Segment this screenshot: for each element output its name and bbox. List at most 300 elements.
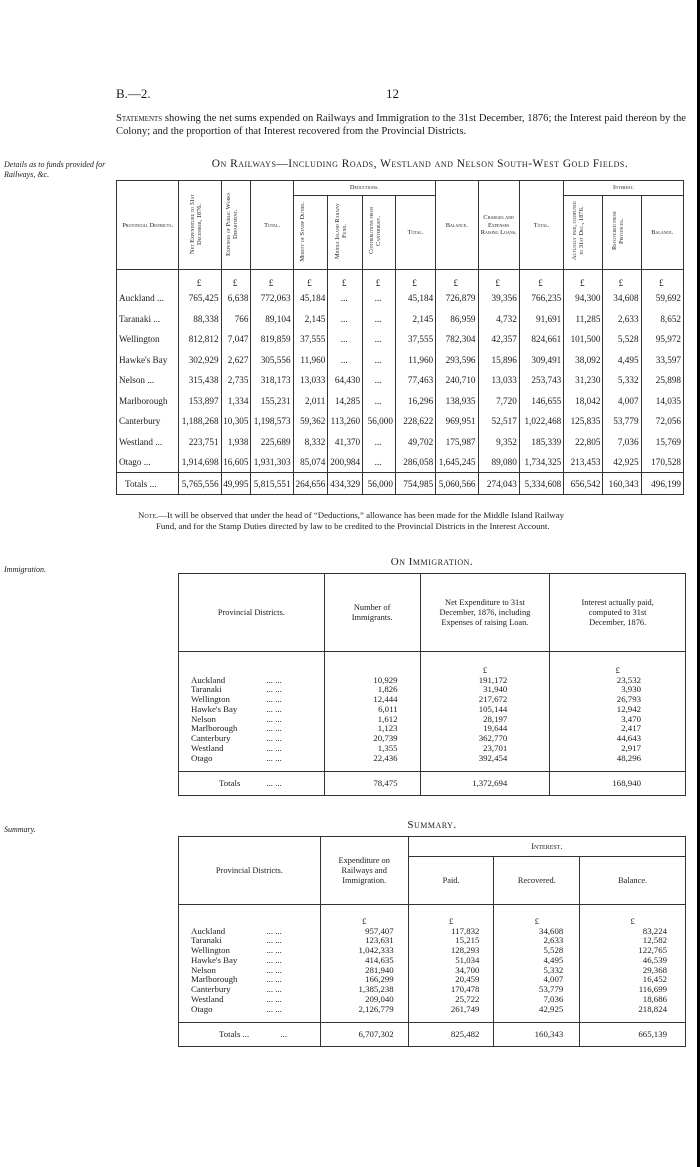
cell-total2: 146,655 <box>519 391 563 412</box>
cell-contrib: ... <box>363 452 396 473</box>
note-text: —It will be observed that under the head of “Deductions,” allowance has been made for the Middle Island Railway <box>158 510 564 520</box>
summ-cell-dots: ... ... <box>266 966 320 976</box>
cell-charges: 39,356 <box>478 288 519 309</box>
summary-row <box>179 975 686 985</box>
cell-ibalance: 72,056 <box>641 411 683 432</box>
immi-cell-dots: ... ... <box>266 685 324 695</box>
cell-district: Auckland ... <box>117 288 179 309</box>
cell-mid: 41,370 <box>328 432 363 453</box>
summ-cell-recovered: 42,925 <box>494 1005 580 1015</box>
railways-row <box>117 350 684 371</box>
railways-note <box>116 510 681 532</box>
summ-cell-exp: 1,042,333 <box>320 946 408 956</box>
summary-row <box>179 946 686 956</box>
summ-cell-paid: 128,293 <box>408 946 494 956</box>
summary-row <box>179 927 686 937</box>
cell-ibalance: 170,528 <box>641 452 683 473</box>
immi-cell-interest: 26,793 <box>550 695 686 705</box>
railways-row <box>117 370 684 391</box>
cell-ibalance: 8,652 <box>641 309 683 330</box>
immi-cell-dots: ... ... <box>266 754 324 764</box>
cell-contrib: ... <box>363 288 396 309</box>
th-interest-balance: Balance. <box>641 195 683 269</box>
immi-cell-interest: 3,470 <box>550 715 686 725</box>
cell-ibalance: 15,769 <box>641 432 683 453</box>
currency-row: £ £ £ £ £ £ £ £ £ £ £ £ £ <box>117 270 684 289</box>
immigration-row <box>179 715 686 725</box>
cell-moiety: 11,960 <box>293 350 328 371</box>
summ-cell-dots: ... ... <box>266 1005 320 1015</box>
immi-cell-interest: 23,532 <box>550 676 686 686</box>
cell-paid: 38,092 <box>564 350 603 371</box>
summ-cell-dots: ... ... <box>266 995 320 1005</box>
cell-total: 772,063 <box>251 288 293 309</box>
cell-total2: 253,743 <box>519 370 563 391</box>
th-deductions-total: Total. <box>395 195 435 269</box>
summ-cell-paid: 117,832 <box>408 927 494 937</box>
summ-cell-recovered: 4,495 <box>494 956 580 966</box>
cell-district: Westland ... <box>117 432 179 453</box>
cell-ibalance: 59,692 <box>641 288 683 309</box>
immi-cell-interest: 2,417 <box>550 724 686 734</box>
cell-exp: 6,638 <box>221 288 251 309</box>
cell-contrib: ... <box>363 350 396 371</box>
cell-net: 812,812 <box>179 329 221 350</box>
note-text-2: Fund, and for the Stamp Duties directed by law to be credited to the Provincial Districts in the Interest Account. <box>156 521 550 531</box>
th-summ-district: Provincial Districts. <box>179 837 321 905</box>
summ-cell-recovered: 4,007 <box>494 975 580 985</box>
th-middle-island: Middle Island Railway Fund. <box>328 195 363 269</box>
immigration-row <box>179 744 686 754</box>
th-immi-net: Net Expenditure to 31st December, 1876, including Expenses of raising Loan. <box>420 574 550 652</box>
th-net-expenditure: Net Expenditure to 31st December, 1876. <box>179 181 221 270</box>
summary-title: Summary. <box>407 819 457 831</box>
cell-charges: 42,357 <box>478 329 519 350</box>
cell-mid: 200,984 <box>328 452 363 473</box>
cell-district: Otago ... <box>117 452 179 473</box>
cell-paid: 213,453 <box>564 452 603 473</box>
cell-district: Wellington <box>117 329 179 350</box>
railways-totals-row: Totals ... 5,765,556 49,995 5,815,551 264,656 434,329 56,000 754,985 5,060,566 274,043 5,334,608 656,542 160,343 496,199 <box>117 473 684 495</box>
cell-moiety: 45,184 <box>293 288 328 309</box>
summ-cell-paid: 20,459 <box>408 975 494 985</box>
immi-cell-district: Otago <box>191 752 213 763</box>
immi-cell-dots: ... ... <box>266 724 324 734</box>
summ-cell-dots: ... ... <box>266 946 320 956</box>
cell-charges: 52,517 <box>478 411 519 432</box>
cell-dtotal: 77,463 <box>395 370 435 391</box>
railways-row <box>117 391 684 412</box>
th-actually-paid: Actually paid, computed to 31st Dec., 1876. <box>564 195 603 269</box>
cell-district: Taranaki ... <box>117 309 179 330</box>
th-total: Total. <box>251 181 293 270</box>
summ-cell-dots: ... ... <box>266 975 320 985</box>
summ-cell-recovered: 53,779 <box>494 985 580 995</box>
immi-cell-net: 19,644 <box>420 724 550 734</box>
cell-contrib: ... <box>363 391 396 412</box>
immi-cell-number: 6,011 <box>324 705 420 715</box>
railways-row <box>117 309 684 330</box>
immi-cell-net: 217,672 <box>420 695 550 705</box>
cell-recovered: 5,332 <box>603 370 641 391</box>
document-code: B.—2. <box>116 86 151 101</box>
summ-cell-balance: 122,765 <box>580 946 686 956</box>
cell-dtotal: 49,702 <box>395 432 435 453</box>
immi-cell-dots: ... ... <box>266 715 324 725</box>
cell-total2: 824,661 <box>519 329 563 350</box>
running-head <box>116 86 676 104</box>
cell-balance: 726,879 <box>436 288 478 309</box>
cell-district: Marlborough <box>117 391 179 412</box>
cell-total: 318,173 <box>251 370 293 391</box>
immi-cell-net: 23,701 <box>420 744 550 754</box>
summ-cell-district: Westland <box>191 994 224 1005</box>
summ-cell-district: Auckland <box>191 925 226 936</box>
summary-row <box>179 985 686 995</box>
cell-mid: ... <box>328 329 363 350</box>
cell-mid: ... <box>328 350 363 371</box>
cell-recovered: 2,633 <box>603 309 641 330</box>
th-balance: Balance. <box>436 181 478 270</box>
cell-balance: 86,959 <box>436 309 478 330</box>
immi-cell-number: 1,612 <box>324 715 420 725</box>
summ-cell-balance: 12,582 <box>580 936 686 946</box>
immigration-row <box>179 676 686 686</box>
cell-moiety: 2,011 <box>293 391 328 412</box>
immi-cell-number: 20,739 <box>324 734 420 744</box>
cell-contrib: ... <box>363 432 396 453</box>
sidenote-immigration: Immigration. <box>4 565 46 574</box>
cell-mid: 113,260 <box>328 411 363 432</box>
immi-cell-district: Taranaki <box>191 684 222 695</box>
cell-net: 302,929 <box>179 350 221 371</box>
summ-cell-district: Hawke's Bay <box>191 954 238 965</box>
summ-cell-balance: 218,824 <box>580 1005 686 1015</box>
cell-total2: 1,734,325 <box>519 452 563 473</box>
th-total2: Total. <box>519 181 563 270</box>
immi-cell-number: 22,436 <box>324 754 420 764</box>
cell-balance: 138,935 <box>436 391 478 412</box>
cell-total2: 1,022,468 <box>519 411 563 432</box>
summ-cell-paid: 34,700 <box>408 966 494 976</box>
cell-dtotal: 16,296 <box>395 391 435 412</box>
immi-cell-number: 1,826 <box>324 685 420 695</box>
cell-paid: 31,230 <box>564 370 603 391</box>
summary-row <box>179 956 686 966</box>
cell-total: 89,104 <box>251 309 293 330</box>
th-summ-paid: Paid. <box>408 857 494 905</box>
cell-paid: 125,835 <box>564 411 603 432</box>
cell-district: Hawke's Bay <box>117 350 179 371</box>
summ-cell-recovered: 5,332 <box>494 966 580 976</box>
cell-balance: 175,987 <box>436 432 478 453</box>
cell-charges: 13,033 <box>478 370 519 391</box>
cell-moiety: 37,555 <box>293 329 328 350</box>
immigration-row <box>179 695 686 705</box>
cell-dtotal: 228,622 <box>395 411 435 432</box>
cell-district: Nelson ... <box>117 370 179 391</box>
cell-recovered: 7,036 <box>603 432 641 453</box>
summ-cell-exp: 209,040 <box>320 995 408 1005</box>
immi-cell-dots: ... ... <box>266 705 324 715</box>
immigration-row <box>179 734 686 744</box>
immi-cell-district: Canterbury <box>191 733 231 744</box>
cell-recovered: 5,528 <box>603 329 641 350</box>
cell-net: 223,751 <box>179 432 221 453</box>
cell-moiety: 59,362 <box>293 411 328 432</box>
cell-net: 1,188,268 <box>179 411 221 432</box>
immigration-row <box>179 705 686 715</box>
immi-cell-interest: 2,917 <box>550 744 686 754</box>
th-expenses-pwd: Expenses of Public Works Department. <box>221 181 251 270</box>
immi-cell-number: 12,444 <box>324 695 420 705</box>
cell-net: 1,914,698 <box>179 452 221 473</box>
summary-row <box>179 1005 686 1015</box>
cell-exp: 7,047 <box>221 329 251 350</box>
cell-balance: 1,645,245 <box>436 452 478 473</box>
immi-cell-district: Westland <box>191 743 224 754</box>
immigration-title: On Immigration. <box>390 556 474 568</box>
summ-cell-balance: 83,224 <box>580 927 686 937</box>
cell-mid: ... <box>328 288 363 309</box>
summ-cell-recovered: 7,036 <box>494 995 580 1005</box>
cell-paid: 101,500 <box>564 329 603 350</box>
summ-cell-exp: 957,407 <box>320 927 408 937</box>
summ-cell-recovered: 5,528 <box>494 946 580 956</box>
summ-cell-balance: 29,368 <box>580 966 686 976</box>
railways-row <box>117 452 684 473</box>
summ-cell-exp: 281,940 <box>320 966 408 976</box>
summ-cell-district: Canterbury <box>191 984 231 995</box>
cell-net: 315,438 <box>179 370 221 391</box>
summary-row <box>179 966 686 976</box>
cell-district: Canterbury <box>117 411 179 432</box>
cell-ibalance: 95,972 <box>641 329 683 350</box>
cell-dtotal: 11,960 <box>395 350 435 371</box>
immi-cell-net: 28,197 <box>420 715 550 725</box>
summ-cell-district: Marlborough <box>191 974 238 985</box>
immi-cell-net: 392,454 <box>420 754 550 764</box>
railways-row <box>117 329 684 350</box>
cell-contrib: ... <box>363 309 396 330</box>
cell-contrib: 56,000 <box>363 411 396 432</box>
th-charges: Charges and Expenses Raising Loans. <box>478 181 519 270</box>
summ-cell-dots: ... ... <box>266 936 320 946</box>
immi-cell-dots: ... ... <box>266 695 324 705</box>
summ-cell-balance: 18,686 <box>580 995 686 1005</box>
cell-exp: 1,938 <box>221 432 251 453</box>
cell-total: 1,931,303 <box>251 452 293 473</box>
cell-exp: 2,735 <box>221 370 251 391</box>
cell-recovered: 42,925 <box>603 452 641 473</box>
railways-title: On Railways—Including Roads, Westland and Nelson South-West Gold Fields. <box>211 158 629 170</box>
summ-cell-exp: 414,635 <box>320 956 408 966</box>
th-immi-number: Number of Immigrants. <box>324 574 420 652</box>
immigration-table <box>178 573 686 796</box>
summ-cell-paid: 170,478 <box>408 985 494 995</box>
cell-dtotal: 286,058 <box>395 452 435 473</box>
immigration-row <box>179 685 686 695</box>
cell-charges: 9,352 <box>478 432 519 453</box>
railways-row <box>117 288 684 309</box>
cell-dtotal: 45,184 <box>395 288 435 309</box>
cell-total2: 766,235 <box>519 288 563 309</box>
cell-balance: 969,951 <box>436 411 478 432</box>
cell-ibalance: 33,597 <box>641 350 683 371</box>
cell-charges: 15,896 <box>478 350 519 371</box>
railways-row <box>117 432 684 453</box>
immi-cell-net: 31,940 <box>420 685 550 695</box>
cell-exp: 766 <box>221 309 251 330</box>
summ-cell-recovered: 34,608 <box>494 927 580 937</box>
th-recovered: Recovered from Provinces. <box>603 195 641 269</box>
summ-cell-paid: 51,034 <box>408 956 494 966</box>
cell-contrib: ... <box>363 329 396 350</box>
cell-balance: 782,304 <box>436 329 478 350</box>
th-interest: Interest. <box>564 181 684 196</box>
immi-cell-district: Marlborough <box>191 723 238 734</box>
summ-cell-exp: 2,126,779 <box>320 1005 408 1015</box>
cell-moiety: 8,332 <box>293 432 328 453</box>
immi-cell-dots: ... ... <box>266 676 324 686</box>
cell-mid: 64,430 <box>328 370 363 391</box>
cell-mid: 14,285 <box>328 391 363 412</box>
immi-cell-dots: ... ... <box>266 734 324 744</box>
cell-recovered: 4,007 <box>603 391 641 412</box>
cell-recovered: 34,608 <box>603 288 641 309</box>
cell-total: 155,231 <box>251 391 293 412</box>
th-summ-balance: Balance. <box>580 857 686 905</box>
cell-dtotal: 2,145 <box>395 309 435 330</box>
th-summ-expenditure: Expenditure on Railways and Immigration. <box>320 837 408 905</box>
immi-cell-interest: 3,930 <box>550 685 686 695</box>
cell-exp: 2,627 <box>221 350 251 371</box>
immi-cell-net: 105,144 <box>420 705 550 715</box>
th-summ-interest: Interest. <box>408 837 685 857</box>
th-moiety: Moiety of Stamp Duties. <box>293 195 328 269</box>
summary-row <box>179 995 686 1005</box>
immi-cell-number: 1,355 <box>324 744 420 754</box>
summ-cell-district: Nelson <box>191 964 216 975</box>
cell-paid: 11,285 <box>564 309 603 330</box>
cell-total: 305,556 <box>251 350 293 371</box>
th-summ-recovered: Recovered. <box>494 857 580 905</box>
cell-ibalance: 25,898 <box>641 370 683 391</box>
cell-net: 153,897 <box>179 391 221 412</box>
cell-recovered: 4,495 <box>603 350 641 371</box>
immigration-row <box>179 724 686 734</box>
page-number: 12 <box>386 86 399 101</box>
sidenote-railways: Details as to funds provided for Railways, &c. <box>4 160 106 179</box>
cell-total2: 309,491 <box>519 350 563 371</box>
summ-cell-exp: 1,385,238 <box>320 985 408 995</box>
immi-cell-district: Wellington <box>191 694 230 705</box>
railways-row <box>117 411 684 432</box>
cell-charges: 4,732 <box>478 309 519 330</box>
immi-cell-interest: 44,643 <box>550 734 686 744</box>
sidenote-summary: Summary. <box>4 825 36 834</box>
summ-cell-dots: ... ... <box>266 927 320 937</box>
cell-charges: 7,720 <box>478 391 519 412</box>
summ-cell-balance: 116,699 <box>580 985 686 995</box>
cell-total2: 185,339 <box>519 432 563 453</box>
summ-cell-district: Wellington <box>191 945 230 956</box>
heading-lead: Statements <box>116 113 163 124</box>
th-immi-district: Provincial Districts. <box>179 574 325 652</box>
summ-cell-paid: 25,722 <box>408 995 494 1005</box>
immi-cell-district: Auckland <box>191 674 226 685</box>
immi-cell-net: 191,172 <box>420 676 550 686</box>
immi-cell-number: 1,123 <box>324 724 420 734</box>
immi-cell-interest: 12,942 <box>550 705 686 715</box>
summary-totals-row: Totals ... ... 6,707,302 825,482 160,343 665,139 <box>179 1023 686 1047</box>
summary-table <box>178 836 686 1047</box>
cell-paid: 22,805 <box>564 432 603 453</box>
cell-moiety: 13,033 <box>293 370 328 391</box>
cell-net: 765,425 <box>179 288 221 309</box>
immi-cell-district: Hawke's Bay <box>191 703 238 714</box>
note-lead: Note. <box>138 510 159 520</box>
cell-mid: ... <box>328 309 363 330</box>
th-immi-interest: Interest actually paid, computed to 31st December, 1876. <box>550 574 686 652</box>
cell-exp: 1,334 <box>221 391 251 412</box>
cell-contrib: ... <box>363 370 396 391</box>
cell-charges: 89,080 <box>478 452 519 473</box>
immi-cell-number: 10,929 <box>324 676 420 686</box>
immi-cell-interest: 48,296 <box>550 754 686 764</box>
heading-text: showing the net sums expended on Railways and Immigration to the 31st December, 1876; the Interest paid thereon by the Colony; and the proportion of that Interest recovered from the Provincial Districts. <box>116 113 686 137</box>
cell-total: 819,859 <box>251 329 293 350</box>
summ-cell-district: Taranaki <box>191 935 222 946</box>
cell-moiety: 2,145 <box>293 309 328 330</box>
summ-cell-dots: ... ... <box>266 985 320 995</box>
railways-table <box>116 180 684 495</box>
cell-total: 1,198,573 <box>251 411 293 432</box>
summ-cell-balance: 16,452 <box>580 975 686 985</box>
immi-cell-net: 362,770 <box>420 734 550 744</box>
th-contributions: Contributions from Canterbury. <box>363 195 396 269</box>
summ-cell-district: Otago <box>191 1003 213 1014</box>
cell-total2: 91,691 <box>519 309 563 330</box>
summ-cell-balance: 46,539 <box>580 956 686 966</box>
cell-exp: 10,305 <box>221 411 251 432</box>
cell-paid: 18,042 <box>564 391 603 412</box>
cell-net: 88,338 <box>179 309 221 330</box>
summ-cell-paid: 261,749 <box>408 1005 494 1015</box>
statement-heading <box>116 112 686 138</box>
cell-ibalance: 14,035 <box>641 391 683 412</box>
summ-cell-dots: ... ... <box>266 956 320 966</box>
immigration-row <box>179 754 686 764</box>
th-district: Provincial Districts. <box>117 181 179 270</box>
th-deductions: Deductions. <box>293 181 436 196</box>
cell-paid: 94,300 <box>564 288 603 309</box>
immi-currency-row: £ £ <box>179 652 686 676</box>
cell-balance: 240,710 <box>436 370 478 391</box>
summ-cell-exp: 166,299 <box>320 975 408 985</box>
cell-recovered: 53,779 <box>603 411 641 432</box>
summary-row <box>179 936 686 946</box>
immi-cell-dots: ... ... <box>266 744 324 754</box>
summ-cell-recovered: 2,633 <box>494 936 580 946</box>
immigration-totals-row: Totals ... ... 78,475 1,372,694 168,940 <box>179 772 686 796</box>
cell-exp: 16,605 <box>221 452 251 473</box>
cell-moiety: 85,074 <box>293 452 328 473</box>
cell-total: 225,689 <box>251 432 293 453</box>
immi-cell-district: Nelson <box>191 713 216 724</box>
cell-balance: 293,596 <box>436 350 478 371</box>
summ-currency-row: £ £ £ £ <box>179 905 686 927</box>
